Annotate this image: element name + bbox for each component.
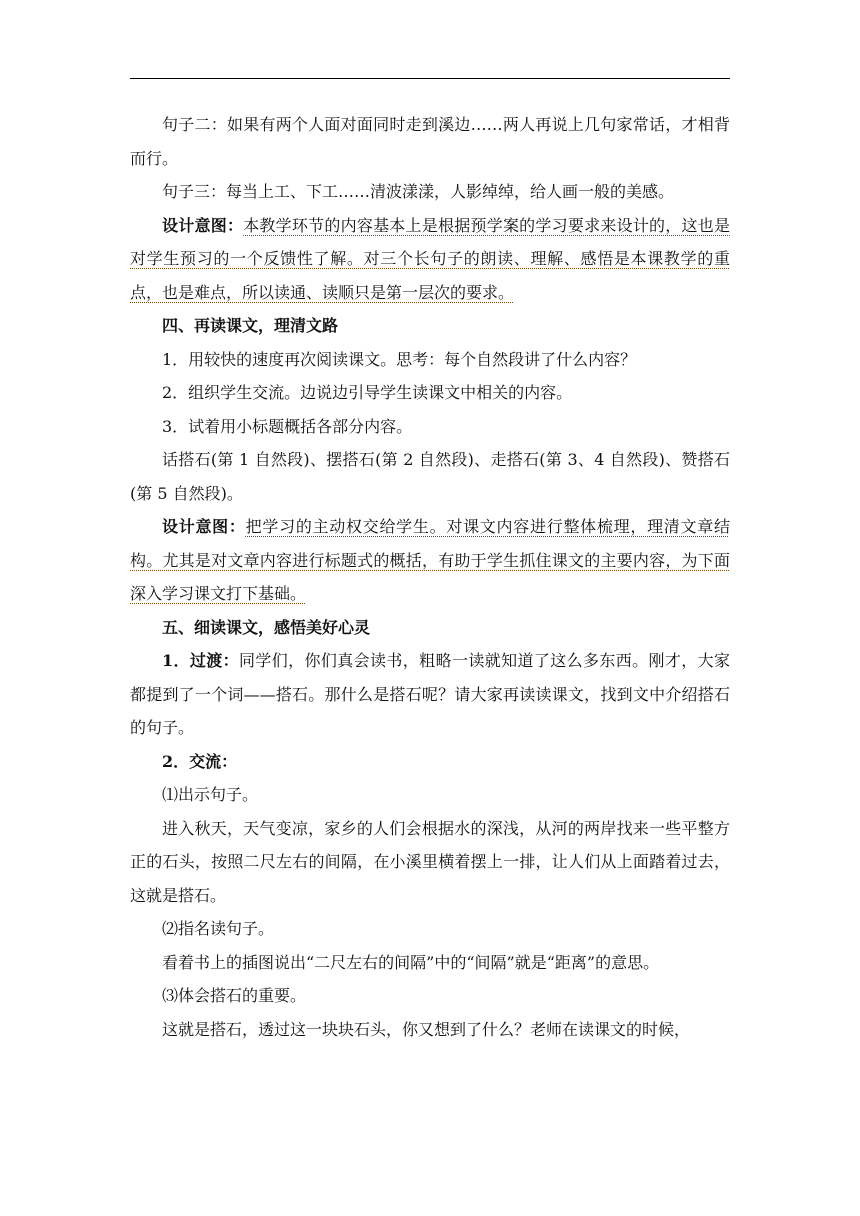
- design-intent-2: [130, 510, 730, 611]
- step-label: 1．过渡：: [162, 651, 240, 670]
- step-4-3: 3．试着用小标题概括各部分内容。: [162, 416, 413, 436]
- sub-step-2: ⑵指名读句子。: [162, 919, 275, 938]
- design-intent-1: [130, 209, 730, 310]
- paragraph-sentence-three: 句子三：每当上工、下工……清波漾漾，人影绰绰，给人画一般的美感。: [162, 182, 675, 201]
- step-5-2: 2．交流：: [162, 751, 238, 771]
- design-intent-label: 设计意图：: [162, 215, 244, 235]
- step-5-1: [130, 644, 730, 745]
- section-heading-5: 五、细读课文，感悟美好心灵: [162, 617, 371, 637]
- sub-step-2-text: 看着书上的插图说出“二尺左右的间隔”中的“间隔”就是“距离”的意思。: [162, 952, 660, 972]
- sub-step-3-text: 这就是搭石，透过这一块块石头，你又想到了什么？老师在读课文的时候，: [162, 1019, 691, 1039]
- design-intent-text: 本教学环节的内容基本上是根据预学案的学习要求来设计的，这也是对学生预习的一个反馈性了解。对三个长句子的朗读、理解、感悟是本课教学的重点，也是难点，所以读通、读顺只是第一层次的要求。: [130, 215, 730, 302]
- section-heading-4: 四、再读课文，理清文路: [162, 316, 339, 335]
- design-intent-text: 把学习的主动权交给学生。对课文内容进行整体梳理，理清文章结构。尤其是对文章内容进行标题式的概括，有助于学生抓住课文的主要内容，为下面深入学习课文打下基础。: [130, 517, 730, 603]
- step-4-2: 2．组织学生交流。边说边引导学生读课文中相关的内容。: [162, 383, 573, 402]
- document-body: [130, 108, 730, 1046]
- paragraph-sentence-two: 句子二：如果有两个人面对面同时走到溪边……两人再说上几句家常话，才相背而行。: [130, 115, 730, 168]
- subtitle-list: 话搭石(第 1 自然段)、摆搭石(第 2 自然段)、走搭石(第 3、4 自然段)、赞搭石(第 5 自然段)。: [130, 450, 730, 503]
- sub-step-1: ⑴出示句子。: [162, 785, 259, 804]
- design-intent-label: 设计意图：: [162, 517, 246, 536]
- step-4-1: 1．用较快的速度再次阅读课文。思考：每个自然段讲了什么内容？: [162, 349, 637, 369]
- header-rule: [130, 78, 730, 79]
- step-text: 同学们，你们真会读书，粗略一读就知道了这么多东西。刚才，大家都提到了一个词——搭石。那什么是搭石呢？请大家再读读课文，找到文中介绍搭石的句子。: [130, 651, 730, 737]
- sub-step-3: ⑶体会搭石的重要。: [162, 986, 307, 1005]
- quoted-sentence: 进入秋天，天气变凉，家乡的人们会根据水的深浅，从河的两岸找来一些平整方正的石头，按照二尺左右的间隔，在小溪里横着摆上一排，让人们从上面踏着过去，这就是搭石。: [130, 818, 730, 905]
